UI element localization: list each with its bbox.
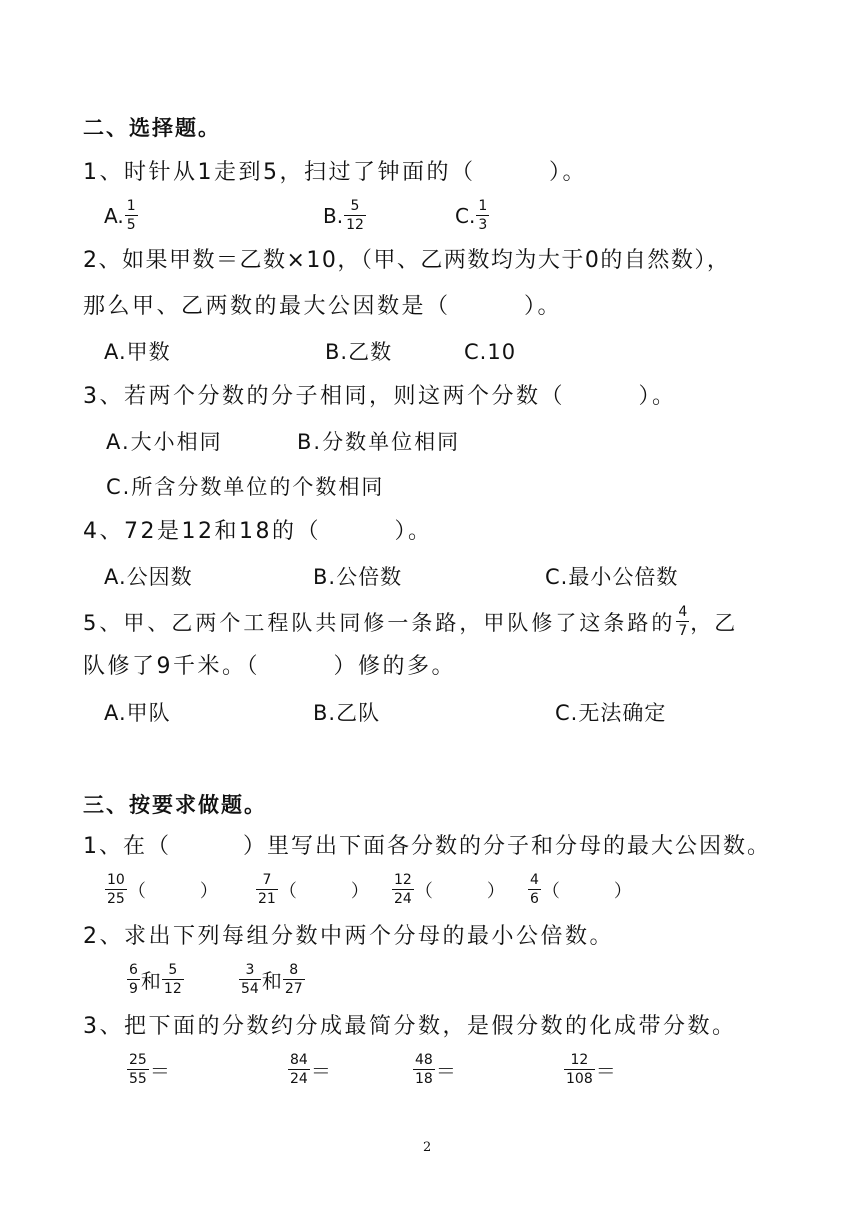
numerator: 3 — [245, 962, 255, 978]
denominator: 12 — [163, 981, 182, 997]
gcf-item — [391, 872, 505, 907]
question-2-2-line1: 2、如果甲数＝乙数×10，（甲、乙两数均为大于0的自然数）， — [83, 248, 731, 273]
numerator: 12 — [394, 872, 412, 888]
option-b: B.分数单位相同 — [297, 430, 461, 454]
option-label: C. — [455, 203, 476, 228]
numerator: 25 — [129, 1052, 147, 1068]
denominator: 5 — [126, 217, 136, 233]
fraction — [256, 872, 278, 907]
section-heading-exercises: 三、按要求做题。 — [83, 793, 267, 817]
numerator: 8 — [289, 962, 299, 978]
question-3-2: 2、求出下列每组分数中两个分母的最小公倍数。 — [83, 924, 614, 949]
denominator: 54 — [241, 981, 259, 997]
question-2-3: 3、若两个分数的分子相同，则这两个分数（ ）。 — [83, 384, 677, 409]
option-a: A.公因数 — [104, 565, 193, 589]
fraction — [344, 198, 366, 233]
numerator: 4 — [530, 872, 539, 888]
fraction — [239, 962, 261, 997]
answer-blank: （ ） — [541, 880, 632, 902]
simplify-item — [287, 1052, 331, 1087]
answer-blank: （ ） — [278, 880, 369, 902]
denominator: 108 — [566, 1071, 593, 1087]
simplify-item — [126, 1052, 170, 1087]
fraction — [283, 962, 305, 997]
answer-blank: （ ） — [127, 880, 218, 902]
numerator: 5 — [350, 198, 360, 214]
simplify-item — [563, 1052, 616, 1087]
fraction — [476, 198, 489, 233]
equals-sign: ＝ — [149, 1059, 170, 1083]
question-2-5-line1 — [83, 604, 738, 639]
gcf-item — [104, 872, 218, 907]
option-c: C.最小公倍数 — [545, 565, 679, 589]
fraction — [564, 1052, 595, 1087]
simplify-item — [412, 1052, 456, 1087]
numerator: 10 — [107, 872, 125, 888]
question-2-4: 4、72是12和18的（ ）。 — [83, 519, 433, 544]
fraction — [127, 962, 140, 997]
denominator: 25 — [107, 891, 125, 907]
option-b: B.乙队 — [313, 701, 381, 725]
section-heading-choice: 二、选择题。 — [83, 116, 221, 140]
option-b — [323, 198, 367, 233]
question-2-5-line2: 队修了9千米。（ ）修的多。 — [83, 654, 456, 679]
equals-sign: ＝ — [435, 1059, 456, 1083]
denominator: 12 — [346, 217, 364, 233]
question-2-1: 1、时针从1走到5，扫过了钟面的（ ）。 — [83, 160, 587, 185]
question-text: 5、甲、乙两个工程队共同修一条路，甲队修了这条路的 — [83, 610, 676, 635]
question-2-2-line2: 那么甲、乙两数的最大公因数是（ ）。 — [83, 294, 563, 319]
denominator: 27 — [284, 981, 303, 997]
numerator: 84 — [290, 1052, 308, 1068]
fraction — [676, 604, 689, 639]
fraction — [105, 872, 127, 907]
numerator: 48 — [415, 1052, 433, 1068]
fraction — [528, 872, 541, 907]
option-label: A. — [104, 203, 124, 228]
fraction — [127, 1052, 149, 1087]
denominator: 6 — [530, 891, 539, 907]
option-b: B.乙数 — [325, 340, 393, 364]
option-a — [104, 198, 139, 233]
option-label: B. — [323, 203, 344, 228]
option-b: B.公倍数 — [313, 565, 403, 589]
page-number: 2 — [423, 1140, 432, 1155]
denominator: 7 — [678, 623, 688, 639]
denominator: 24 — [290, 1071, 308, 1087]
option-c: C.无法确定 — [555, 701, 667, 725]
equals-sign: ＝ — [595, 1059, 616, 1083]
fraction — [162, 962, 184, 997]
option-c — [455, 198, 490, 233]
denominator: 55 — [129, 1071, 147, 1087]
and-word: 和 — [140, 969, 161, 993]
answer-blank: （ ） — [414, 880, 505, 902]
question-text: ，乙 — [690, 610, 739, 635]
fraction — [392, 872, 414, 907]
option-c: C.所含分数单位的个数相同 — [106, 475, 385, 499]
option-a: A.大小相同 — [106, 430, 223, 454]
lcm-group — [126, 962, 185, 997]
numerator: 6 — [129, 962, 138, 978]
equals-sign: ＝ — [310, 1059, 331, 1083]
denominator: 21 — [258, 891, 276, 907]
question-3-3: 3、把下面的分数约分成最简分数，是假分数的化成带分数。 — [83, 1014, 737, 1039]
denominator: 18 — [415, 1071, 433, 1087]
numerator: 5 — [168, 962, 178, 978]
and-word: 和 — [261, 969, 282, 993]
lcm-group — [238, 962, 306, 997]
numerator: 4 — [678, 604, 688, 620]
denominator: 24 — [394, 891, 412, 907]
numerator: 1 — [126, 198, 136, 214]
fraction — [288, 1052, 310, 1087]
numerator: 12 — [570, 1052, 589, 1068]
denominator: 3 — [478, 217, 488, 233]
numerator: 1 — [478, 198, 488, 214]
fraction — [413, 1052, 435, 1087]
option-a: A.甲数 — [104, 340, 171, 364]
gcf-item — [527, 872, 632, 907]
denominator: 9 — [129, 981, 138, 997]
question-3-1: 1、在（ ）里写出下面各分数的分子和分母的最大公因数。 — [83, 834, 771, 859]
gcf-item — [255, 872, 369, 907]
option-a: A.甲队 — [104, 701, 171, 725]
numerator: 7 — [262, 872, 272, 888]
option-c: C.10 — [464, 340, 517, 364]
fraction — [125, 198, 138, 233]
